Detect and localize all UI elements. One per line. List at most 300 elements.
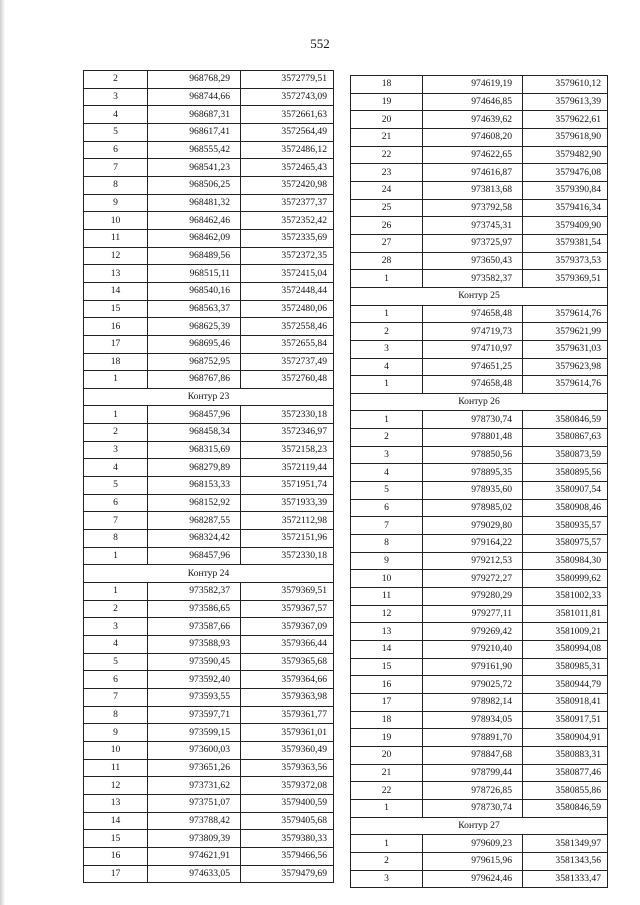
x-coordinate-cell: 968457,96 xyxy=(148,547,241,565)
point-number-cell: 18 xyxy=(351,711,423,729)
point-number-cell: 16 xyxy=(84,847,148,865)
y-coordinate-cell: 3579363,56 xyxy=(241,759,334,777)
table-row xyxy=(84,812,334,830)
x-coordinate-cell: 974710,97 xyxy=(423,340,523,358)
table-row xyxy=(351,217,608,235)
x-coordinate-cell: 968315,69 xyxy=(148,441,241,459)
point-number-cell: 8 xyxy=(84,706,148,724)
scan-edge-shadow xyxy=(0,0,5,905)
y-coordinate-cell: 3580846,59 xyxy=(523,799,608,817)
x-coordinate-cell: 979025,72 xyxy=(423,676,523,694)
table-row xyxy=(351,358,608,376)
point-number-cell: 15 xyxy=(84,830,148,848)
y-coordinate-cell: 3580999,62 xyxy=(523,570,608,588)
x-coordinate-cell: 979029,80 xyxy=(423,517,523,535)
point-number-cell: 28 xyxy=(351,252,423,270)
x-coordinate-cell: 974622,65 xyxy=(423,146,523,164)
y-coordinate-cell: 3580975,57 xyxy=(523,535,608,553)
table-row xyxy=(351,111,608,129)
table-row xyxy=(351,305,608,323)
table-row xyxy=(84,636,334,654)
contour-title: Контур 27 xyxy=(351,817,608,835)
y-coordinate-cell: 3572377,37 xyxy=(241,194,334,212)
table-row xyxy=(84,106,334,124)
y-coordinate-cell: 3579416,34 xyxy=(523,199,608,217)
y-coordinate-cell: 3579381,54 xyxy=(523,234,608,252)
y-coordinate-cell: 3580883,31 xyxy=(523,746,608,764)
point-number-cell: 18 xyxy=(351,76,423,94)
point-number-cell: 1 xyxy=(84,583,148,601)
x-coordinate-cell: 968695,46 xyxy=(148,335,241,353)
table-row xyxy=(351,93,608,111)
point-number-cell: 7 xyxy=(351,517,423,535)
x-coordinate-cell: 979277,11 xyxy=(423,605,523,623)
x-coordinate-cell: 978985,02 xyxy=(423,499,523,517)
y-coordinate-cell: 3572330,18 xyxy=(241,406,334,424)
y-coordinate-cell: 3579363,98 xyxy=(241,688,334,706)
x-coordinate-cell: 974651,25 xyxy=(423,358,523,376)
y-coordinate-cell: 3572743,09 xyxy=(241,88,334,106)
point-number-cell: 4 xyxy=(351,358,423,376)
y-coordinate-cell: 3581333,47 xyxy=(523,870,608,888)
x-coordinate-cell: 978895,35 xyxy=(423,464,523,482)
y-coordinate-cell: 3580904,91 xyxy=(523,729,608,747)
x-coordinate-cell: 968457,96 xyxy=(148,406,241,424)
point-number-cell: 4 xyxy=(84,636,148,654)
x-coordinate-cell: 968555,42 xyxy=(148,141,241,159)
x-coordinate-cell: 968153,33 xyxy=(148,477,241,495)
x-coordinate-cell: 974621,91 xyxy=(148,847,241,865)
x-coordinate-cell: 968481,32 xyxy=(148,194,241,212)
point-number-cell: 2 xyxy=(84,71,148,89)
x-coordinate-cell: 968563,37 xyxy=(148,300,241,318)
point-number-cell: 5 xyxy=(351,482,423,500)
x-coordinate-cell: 974658,48 xyxy=(423,305,523,323)
coordinates-table-right xyxy=(350,75,608,888)
y-coordinate-cell: 3579372,08 xyxy=(241,777,334,795)
table-row xyxy=(84,512,334,530)
y-coordinate-cell: 3579367,57 xyxy=(241,600,334,618)
table-row xyxy=(84,265,334,283)
table-row xyxy=(351,164,608,182)
y-coordinate-cell: 3572119,44 xyxy=(241,459,334,477)
y-coordinate-cell: 3579610,12 xyxy=(523,76,608,94)
table-row xyxy=(351,340,608,358)
y-coordinate-cell: 3580846,59 xyxy=(523,411,608,429)
table-row xyxy=(84,847,334,865)
x-coordinate-cell: 968625,39 xyxy=(148,318,241,336)
table-row xyxy=(351,323,608,341)
y-coordinate-cell: 3579613,39 xyxy=(523,93,608,111)
point-number-cell: 20 xyxy=(351,746,423,764)
x-coordinate-cell: 973651,26 xyxy=(148,759,241,777)
y-coordinate-cell: 3572779,51 xyxy=(241,71,334,89)
x-coordinate-cell: 968767,86 xyxy=(148,371,241,389)
x-coordinate-cell: 973809,39 xyxy=(148,830,241,848)
table-row xyxy=(351,234,608,252)
point-number-cell: 3 xyxy=(351,446,423,464)
y-coordinate-cell: 3581009,21 xyxy=(523,623,608,641)
table-row xyxy=(351,128,608,146)
point-number-cell: 2 xyxy=(84,600,148,618)
y-coordinate-cell: 3572346,97 xyxy=(241,424,334,442)
contour-title: Контур 26 xyxy=(351,393,608,411)
y-coordinate-cell: 3579361,77 xyxy=(241,706,334,724)
table-row xyxy=(351,552,608,570)
point-number-cell: 12 xyxy=(84,777,148,795)
x-coordinate-cell: 973587,66 xyxy=(148,618,241,636)
point-number-cell: 1 xyxy=(351,411,423,429)
x-coordinate-cell: 968287,55 xyxy=(148,512,241,530)
y-coordinate-cell: 3579390,84 xyxy=(523,181,608,199)
point-number-cell: 15 xyxy=(351,658,423,676)
point-number-cell: 11 xyxy=(84,229,148,247)
table-row xyxy=(84,282,334,300)
point-number-cell: 3 xyxy=(84,88,148,106)
x-coordinate-cell: 968540,16 xyxy=(148,282,241,300)
table-row xyxy=(351,146,608,164)
point-number-cell: 19 xyxy=(351,729,423,747)
point-number-cell: 17 xyxy=(351,693,423,711)
point-number-cell: 27 xyxy=(351,234,423,252)
x-coordinate-cell: 968687,31 xyxy=(148,106,241,124)
table-row xyxy=(351,446,608,464)
y-coordinate-cell: 3579466,56 xyxy=(241,847,334,865)
point-number-cell: 13 xyxy=(84,794,148,812)
point-number-cell: 2 xyxy=(84,424,148,442)
point-number-cell: 1 xyxy=(84,547,148,565)
point-number-cell: 5 xyxy=(84,477,148,495)
table-row xyxy=(84,424,334,442)
point-number-cell: 8 xyxy=(84,176,148,194)
table-row xyxy=(84,300,334,318)
x-coordinate-cell: 968515,11 xyxy=(148,265,241,283)
point-number-cell: 13 xyxy=(84,265,148,283)
point-number-cell: 22 xyxy=(351,782,423,800)
y-coordinate-cell: 3579373,53 xyxy=(523,252,608,270)
x-coordinate-cell: 973751,07 xyxy=(148,794,241,812)
y-coordinate-cell: 3572564,49 xyxy=(241,123,334,141)
x-coordinate-cell: 973592,40 xyxy=(148,671,241,689)
y-coordinate-cell: 3572480,06 xyxy=(241,300,334,318)
y-coordinate-cell: 3572558,46 xyxy=(241,318,334,336)
x-coordinate-cell: 979609,23 xyxy=(423,835,523,853)
y-coordinate-cell: 3581343,56 xyxy=(523,852,608,870)
x-coordinate-cell: 968279,89 xyxy=(148,459,241,477)
table-row xyxy=(84,724,334,742)
point-number-cell: 15 xyxy=(84,300,148,318)
point-number-cell: 1 xyxy=(351,270,423,288)
x-coordinate-cell: 978982,14 xyxy=(423,693,523,711)
y-coordinate-cell: 3572372,35 xyxy=(241,247,334,265)
table-row xyxy=(84,688,334,706)
point-number-cell: 6 xyxy=(84,141,148,159)
y-coordinate-cell: 3572335,69 xyxy=(241,229,334,247)
table-row xyxy=(84,194,334,212)
point-number-cell: 8 xyxy=(351,535,423,553)
table-row xyxy=(351,623,608,641)
table-row xyxy=(351,605,608,623)
x-coordinate-cell: 973731,62 xyxy=(148,777,241,795)
x-coordinate-cell: 968152,92 xyxy=(148,494,241,512)
y-coordinate-cell: 3572151,96 xyxy=(241,530,334,548)
x-coordinate-cell: 978935,60 xyxy=(423,482,523,500)
x-coordinate-cell: 979624,46 xyxy=(423,870,523,888)
point-number-cell: 25 xyxy=(351,199,423,217)
x-coordinate-cell: 979164,22 xyxy=(423,535,523,553)
table-row xyxy=(351,870,608,888)
x-coordinate-cell: 968324,42 xyxy=(148,530,241,548)
y-coordinate-cell: 3572448,44 xyxy=(241,282,334,300)
table-row xyxy=(351,835,608,853)
x-coordinate-cell: 979161,90 xyxy=(423,658,523,676)
point-number-cell: 17 xyxy=(84,335,148,353)
point-number-cell: 2 xyxy=(351,323,423,341)
table-row xyxy=(84,618,334,636)
point-number-cell: 1 xyxy=(84,371,148,389)
y-coordinate-cell: 3572330,18 xyxy=(241,547,334,565)
y-coordinate-cell: 3572352,42 xyxy=(241,212,334,230)
x-coordinate-cell: 978847,68 xyxy=(423,746,523,764)
table-row xyxy=(84,229,334,247)
table-row xyxy=(84,88,334,106)
x-coordinate-cell: 973597,71 xyxy=(148,706,241,724)
point-number-cell: 10 xyxy=(84,741,148,759)
x-coordinate-cell: 968768,29 xyxy=(148,71,241,89)
table-row xyxy=(84,318,334,336)
table-row xyxy=(351,270,608,288)
table-row xyxy=(351,711,608,729)
point-number-cell: 3 xyxy=(84,441,148,459)
y-coordinate-cell: 3579614,76 xyxy=(523,376,608,394)
y-coordinate-cell: 3579614,76 xyxy=(523,305,608,323)
x-coordinate-cell: 974646,85 xyxy=(423,93,523,111)
point-number-cell: 11 xyxy=(351,588,423,606)
y-coordinate-cell: 3579360,49 xyxy=(241,741,334,759)
y-coordinate-cell: 3579369,51 xyxy=(241,583,334,601)
y-coordinate-cell: 3572737,49 xyxy=(241,353,334,371)
x-coordinate-cell: 973593,55 xyxy=(148,688,241,706)
contour-header-row xyxy=(351,287,608,305)
contour-title: Контур 24 xyxy=(84,565,334,583)
y-coordinate-cell: 3580867,63 xyxy=(523,429,608,447)
point-number-cell: 5 xyxy=(84,653,148,671)
contour-header-row xyxy=(351,393,608,411)
x-coordinate-cell: 968506,25 xyxy=(148,176,241,194)
x-coordinate-cell: 979280,29 xyxy=(423,588,523,606)
y-coordinate-cell: 3580944,79 xyxy=(523,676,608,694)
point-number-cell: 20 xyxy=(351,111,423,129)
x-coordinate-cell: 973788,42 xyxy=(148,812,241,830)
table-row xyxy=(351,429,608,447)
y-coordinate-cell: 3580907,54 xyxy=(523,482,608,500)
x-coordinate-cell: 968752,95 xyxy=(148,353,241,371)
point-number-cell: 3 xyxy=(351,340,423,358)
x-coordinate-cell: 978801,48 xyxy=(423,429,523,447)
x-coordinate-cell: 973725,97 xyxy=(423,234,523,252)
table-row xyxy=(351,499,608,517)
table-row xyxy=(84,583,334,601)
x-coordinate-cell: 973650,43 xyxy=(423,252,523,270)
table-row xyxy=(84,371,334,389)
x-coordinate-cell: 973813,68 xyxy=(423,181,523,199)
point-number-cell: 12 xyxy=(84,247,148,265)
x-coordinate-cell: 968744,66 xyxy=(148,88,241,106)
y-coordinate-cell: 3581349,97 xyxy=(523,835,608,853)
y-coordinate-cell: 3579623,98 xyxy=(523,358,608,376)
table-row xyxy=(351,799,608,817)
table-row xyxy=(84,406,334,424)
table-row xyxy=(84,459,334,477)
point-number-cell: 7 xyxy=(84,512,148,530)
table-row xyxy=(351,570,608,588)
y-coordinate-cell: 3580994,08 xyxy=(523,641,608,659)
point-number-cell: 21 xyxy=(351,764,423,782)
y-coordinate-cell: 3572760,48 xyxy=(241,371,334,389)
y-coordinate-cell: 3580908,46 xyxy=(523,499,608,517)
y-coordinate-cell: 3580984,30 xyxy=(523,552,608,570)
table-row xyxy=(351,641,608,659)
x-coordinate-cell: 968617,41 xyxy=(148,123,241,141)
contour-title: Контур 25 xyxy=(351,287,608,305)
point-number-cell: 16 xyxy=(351,676,423,694)
contour-title: Контур 23 xyxy=(84,388,334,406)
x-coordinate-cell: 978730,74 xyxy=(423,799,523,817)
table-row xyxy=(84,477,334,495)
point-number-cell: 6 xyxy=(84,494,148,512)
x-coordinate-cell: 973588,93 xyxy=(148,636,241,654)
table-row xyxy=(84,741,334,759)
table-row xyxy=(84,759,334,777)
table-row xyxy=(84,830,334,848)
contour-header-row xyxy=(84,388,334,406)
table-row xyxy=(351,464,608,482)
y-coordinate-cell: 3579380,33 xyxy=(241,830,334,848)
x-coordinate-cell: 974639,62 xyxy=(423,111,523,129)
point-number-cell: 14 xyxy=(84,282,148,300)
y-coordinate-cell: 3579409,90 xyxy=(523,217,608,235)
x-coordinate-cell: 978891,70 xyxy=(423,729,523,747)
point-number-cell: 12 xyxy=(351,605,423,623)
y-coordinate-cell: 3580917,51 xyxy=(523,711,608,729)
x-coordinate-cell: 978726,85 xyxy=(423,782,523,800)
y-coordinate-cell: 3579364,66 xyxy=(241,671,334,689)
y-coordinate-cell: 3572112,98 xyxy=(241,512,334,530)
point-number-cell: 10 xyxy=(351,570,423,588)
x-coordinate-cell: 968489,56 xyxy=(148,247,241,265)
point-number-cell: 3 xyxy=(84,618,148,636)
x-coordinate-cell: 979269,42 xyxy=(423,623,523,641)
point-number-cell: 9 xyxy=(84,194,148,212)
point-number-cell: 1 xyxy=(84,406,148,424)
point-number-cell: 5 xyxy=(84,123,148,141)
point-number-cell: 2 xyxy=(351,429,423,447)
x-coordinate-cell: 974619,19 xyxy=(423,76,523,94)
y-coordinate-cell: 3572655,84 xyxy=(241,335,334,353)
y-coordinate-cell: 3579367,09 xyxy=(241,618,334,636)
x-coordinate-cell: 974608,20 xyxy=(423,128,523,146)
y-coordinate-cell: 3579405,68 xyxy=(241,812,334,830)
point-number-cell: 11 xyxy=(84,759,148,777)
x-coordinate-cell: 974658,48 xyxy=(423,376,523,394)
table-row xyxy=(84,141,334,159)
table-row xyxy=(351,782,608,800)
point-number-cell: 21 xyxy=(351,128,423,146)
table-row xyxy=(84,547,334,565)
y-coordinate-cell: 3579400,59 xyxy=(241,794,334,812)
y-coordinate-cell: 3572420,98 xyxy=(241,176,334,194)
y-coordinate-cell: 3581011,81 xyxy=(523,605,608,623)
x-coordinate-cell: 978934,05 xyxy=(423,711,523,729)
x-coordinate-cell: 978730,74 xyxy=(423,411,523,429)
x-coordinate-cell: 973590,45 xyxy=(148,653,241,671)
x-coordinate-cell: 978850,56 xyxy=(423,446,523,464)
point-number-cell: 1 xyxy=(351,305,423,323)
point-number-cell: 17 xyxy=(84,865,148,883)
y-coordinate-cell: 3579366,44 xyxy=(241,636,334,654)
y-coordinate-cell: 3579369,51 xyxy=(523,270,608,288)
table-row xyxy=(351,852,608,870)
table-row xyxy=(84,706,334,724)
point-number-cell: 14 xyxy=(84,812,148,830)
table-row xyxy=(351,181,608,199)
point-number-cell: 23 xyxy=(351,164,423,182)
point-number-cell: 13 xyxy=(351,623,423,641)
point-number-cell: 6 xyxy=(84,671,148,689)
x-coordinate-cell: 973792,58 xyxy=(423,199,523,217)
table-row xyxy=(351,482,608,500)
point-number-cell: 6 xyxy=(351,499,423,517)
table-row xyxy=(84,865,334,883)
y-coordinate-cell: 3579622,61 xyxy=(523,111,608,129)
x-coordinate-cell: 973582,37 xyxy=(148,583,241,601)
x-coordinate-cell: 973600,03 xyxy=(148,741,241,759)
table-row xyxy=(351,535,608,553)
point-number-cell: 1 xyxy=(351,376,423,394)
point-number-cell: 1 xyxy=(351,799,423,817)
table-row xyxy=(84,71,334,89)
table-row xyxy=(84,335,334,353)
y-coordinate-cell: 3579482,90 xyxy=(523,146,608,164)
y-coordinate-cell: 3579361,01 xyxy=(241,724,334,742)
y-coordinate-cell: 3572661,63 xyxy=(241,106,334,124)
y-coordinate-cell: 3572415,04 xyxy=(241,265,334,283)
table-row xyxy=(84,777,334,795)
y-coordinate-cell: 3581002,33 xyxy=(523,588,608,606)
table-row xyxy=(351,252,608,270)
y-coordinate-cell: 3572486,12 xyxy=(241,141,334,159)
table-row xyxy=(351,729,608,747)
table-row xyxy=(351,693,608,711)
point-number-cell: 9 xyxy=(351,552,423,570)
contour-header-row xyxy=(84,565,334,583)
y-coordinate-cell: 3579618,90 xyxy=(523,128,608,146)
point-number-cell: 4 xyxy=(84,106,148,124)
x-coordinate-cell: 973745,31 xyxy=(423,217,523,235)
table-row xyxy=(84,159,334,177)
table-row xyxy=(351,676,608,694)
x-coordinate-cell: 973586,65 xyxy=(148,600,241,618)
table-row xyxy=(84,494,334,512)
y-coordinate-cell: 3579621,99 xyxy=(523,323,608,341)
table-row xyxy=(84,353,334,371)
table-row xyxy=(84,247,334,265)
y-coordinate-cell: 3579479,69 xyxy=(241,865,334,883)
y-coordinate-cell: 3580895,56 xyxy=(523,464,608,482)
x-coordinate-cell: 968462,09 xyxy=(148,229,241,247)
point-number-cell: 7 xyxy=(84,688,148,706)
point-number-cell: 1 xyxy=(351,835,423,853)
